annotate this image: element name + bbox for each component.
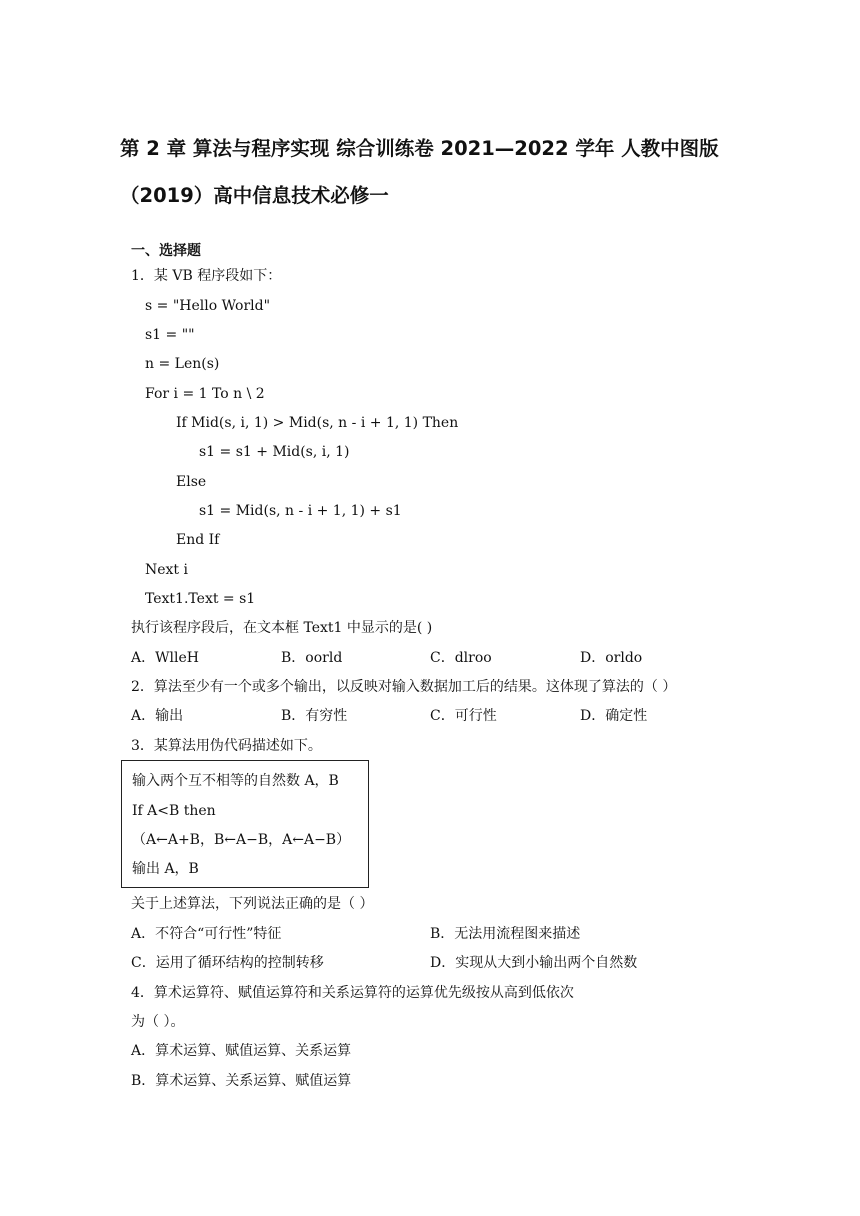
q4-stem-line-2: 为（ ）。 bbox=[131, 1014, 185, 1030]
document-title-line-2: （2019）高中信息技术必修一 bbox=[120, 184, 389, 207]
q2-option-b: B．有穷性 bbox=[281, 708, 348, 724]
q3-option-a: A．不符合“可行性”特征 bbox=[131, 926, 282, 942]
code-line: For i = 1 To n \ 2 bbox=[145, 386, 265, 402]
q1-option-c: C．dlroo bbox=[430, 650, 492, 666]
code-line: End If bbox=[176, 532, 220, 548]
q4-option-a: A．算术运算、赋值运算、关系运算 bbox=[131, 1043, 352, 1059]
code-line: Text1.Text = s1 bbox=[145, 591, 256, 607]
q2-option-c: C．可行性 bbox=[430, 708, 497, 724]
code-line: s = "Hello World" bbox=[145, 298, 271, 314]
code-line: Else bbox=[176, 474, 207, 490]
q2-stem: 2．算法至少有一个或多个输出，以反映对输入数据加工后的结果。这体现了算法的（ ） bbox=[131, 679, 677, 695]
q3-question: 关于上述算法，下列说法正确的是（ ） bbox=[131, 896, 374, 912]
pseudocode-line: If A<B then bbox=[132, 803, 216, 819]
q3-option-b: B．无法用流程图来描述 bbox=[430, 926, 581, 942]
q1-stem: 1．某 VB 程序段如下： bbox=[131, 268, 282, 284]
q1-option-a: A．WlleH bbox=[131, 650, 199, 666]
q4-option-b: B．算术运算、关系运算、赋值运算 bbox=[131, 1073, 352, 1089]
q2-option-a: A．输出 bbox=[131, 708, 184, 724]
pseudocode-box bbox=[121, 760, 369, 888]
code-line: s1 = "" bbox=[145, 327, 195, 343]
code-line: If Mid(s, i, 1) > Mid(s, n - i + 1, 1) Then bbox=[176, 415, 459, 431]
q3-stem: 3．某算法用伪代码描述如下。 bbox=[131, 738, 322, 754]
document-title-line-1: 第 2 章 算法与程序实现 综合训练卷 2021—2022 学年 人教中图版 bbox=[120, 137, 719, 160]
section-heading: 一、选择题 bbox=[131, 243, 201, 259]
pseudocode-line: （A←A+B，B←A−B，A←A−B） bbox=[132, 832, 351, 848]
pseudocode-line: 输入两个互不相等的自然数 A，B bbox=[132, 773, 339, 789]
q3-option-c: C．运用了循环结构的控制转移 bbox=[131, 955, 324, 971]
code-line: Next i bbox=[145, 562, 188, 578]
code-line: s1 = s1 + Mid(s, i, 1) bbox=[199, 444, 350, 460]
q1-option-b: B．oorld bbox=[281, 650, 343, 666]
q1-option-d: D．orldo bbox=[580, 650, 643, 666]
q1-question: 执行该程序段后，在文本框 Text1 中显示的是( ) bbox=[131, 620, 433, 636]
pseudocode-line: 输出 A，B bbox=[132, 861, 199, 877]
q3-option-d: D．实现从大到小输出两个自然数 bbox=[430, 955, 638, 971]
q2-option-d: D．确定性 bbox=[580, 708, 648, 724]
code-line: s1 = Mid(s, n - i + 1, 1) + s1 bbox=[199, 503, 402, 519]
q4-stem-line-1: 4．算术运算符、赋值运算符和关系运算符的运算优先级按从高到低依次 bbox=[131, 985, 574, 1001]
code-line: n = Len(s) bbox=[145, 356, 220, 372]
